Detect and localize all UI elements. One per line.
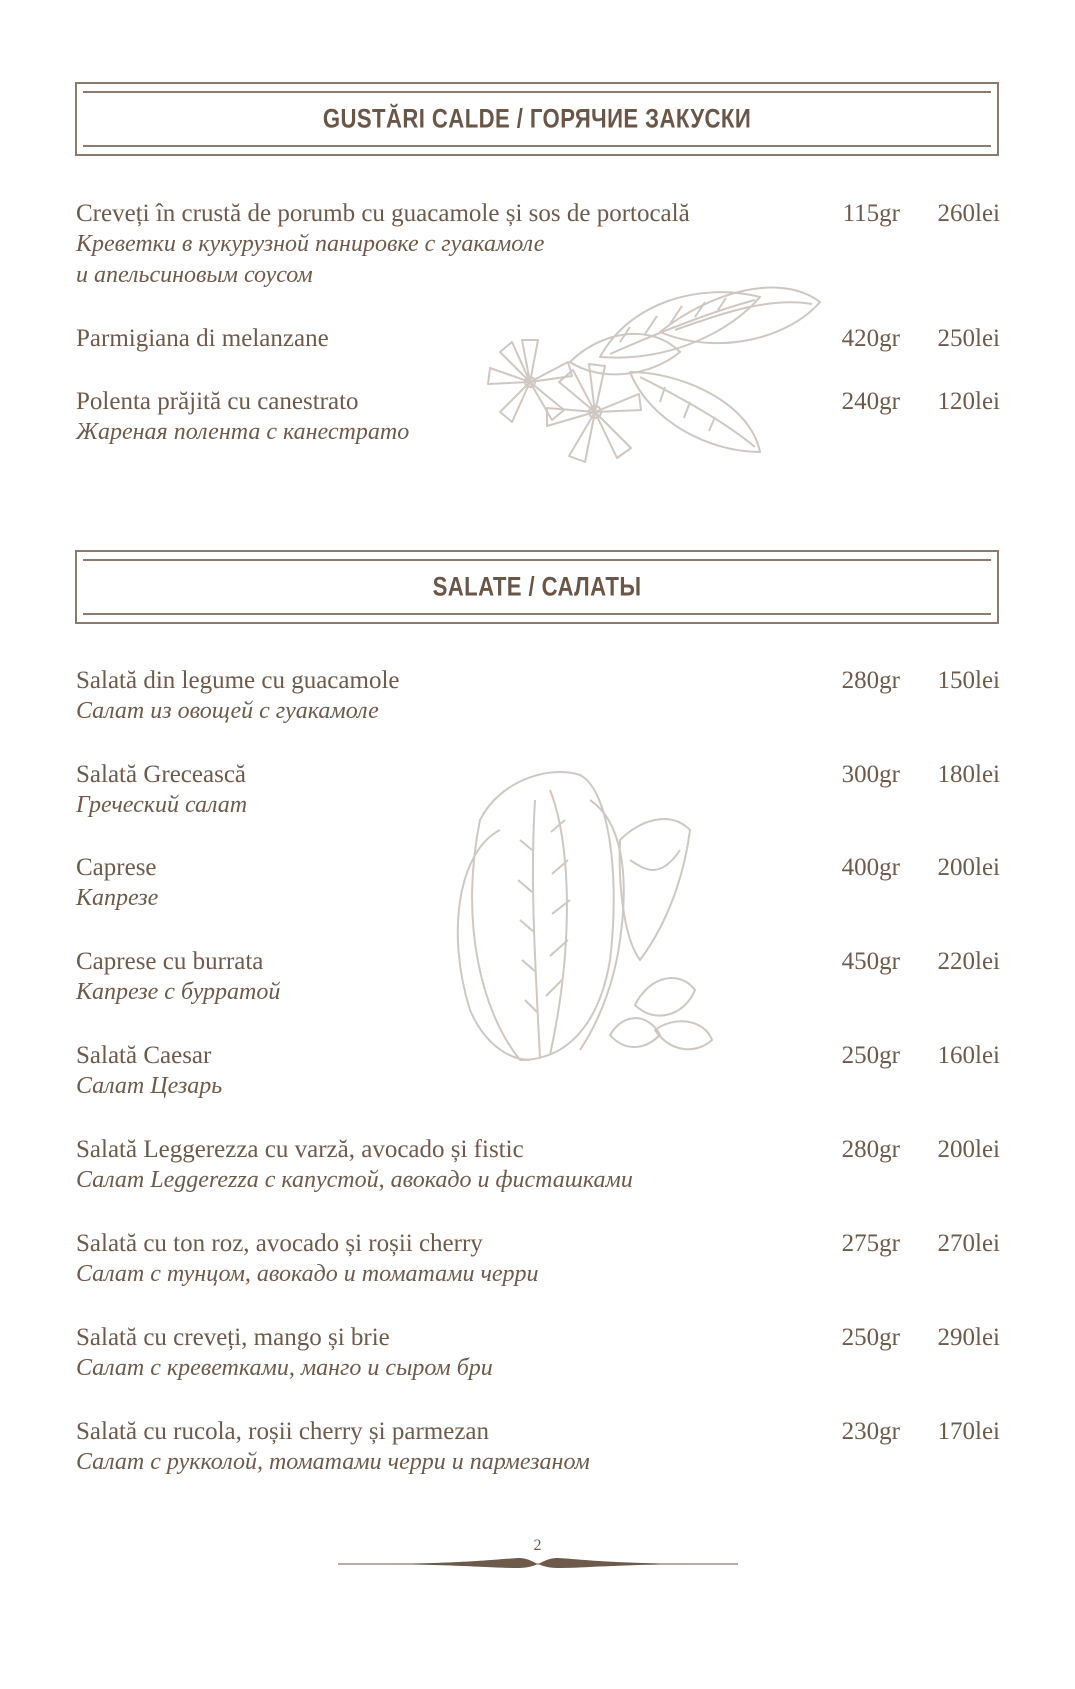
item-weight: 250gr (841, 1324, 900, 1351)
item-name: Salată din legume cu guacamole (76, 667, 400, 694)
item-description: Креветки в кукурузной панировке с гуакамоле (76, 231, 545, 257)
item-description: Салат с рукколой, томатами черри и пармезаном (76, 1449, 590, 1475)
item-description: Греческий салат (76, 792, 248, 818)
item-weight: 115gr (842, 200, 900, 227)
menu-item (76, 1228, 1000, 1290)
section-header (75, 82, 999, 156)
menu-item (76, 946, 1000, 1008)
item-weight: 230gr (841, 1418, 900, 1445)
item-price: 250lei (937, 325, 1000, 352)
item-name: Caprese cu burrata (76, 948, 264, 975)
item-weight: 275gr (841, 1230, 900, 1257)
item-price: 290lei (937, 1324, 1000, 1351)
item-description: Капрезе с бурратой (76, 979, 281, 1005)
menu-item (76, 1134, 1000, 1196)
item-description: Салат с тунцом, авокадо и томатами черри (76, 1261, 539, 1287)
menu-item (76, 759, 1000, 821)
item-name: Salată Leggerezza cu varză, avocado și fistic (76, 1136, 524, 1163)
header-rule-top (83, 559, 991, 561)
header-rule-bottom (83, 145, 991, 147)
section-title: SALATE / САЛАТЫ (432, 571, 642, 602)
section-title: GUSTĂRI CALDE / ГОРЯЧИЕ ЗАКУСКИ (322, 103, 752, 134)
menu-item (76, 1322, 1000, 1384)
item-name: Salată cu creveți, mango și brie (76, 1324, 390, 1351)
item-name: Caprese (76, 854, 157, 881)
item-weight: 450gr (841, 948, 900, 975)
header-rule-bottom (83, 613, 991, 615)
item-price: 180lei (937, 761, 1000, 788)
item-price: 220lei (937, 948, 1000, 975)
item-description: Салат Цезарь (76, 1073, 223, 1099)
item-name: Salată Grecească (76, 761, 247, 788)
menu-item (76, 386, 1000, 448)
item-weight: 240gr (841, 388, 900, 415)
item-price: 200lei (937, 1136, 1000, 1163)
item-name: Parmigiana di melanzane (76, 325, 329, 352)
item-name: Polenta prăjită cu canestrato (76, 388, 359, 415)
item-price: 200lei (937, 854, 1000, 881)
menu-item (76, 1040, 1000, 1102)
basil-star-anise-illustration (460, 262, 840, 502)
section-header (75, 550, 999, 624)
menu-item (76, 323, 1000, 354)
item-description: Салат Leggerezza с капустой, авокадо и фисташками (76, 1167, 633, 1193)
item-name: Salată cu ton roz, avocado și roșii cherry (76, 1230, 483, 1257)
page-number: 2 (533, 1537, 542, 1554)
item-description: и апельсиновым соусом (76, 262, 313, 288)
item-name: Salată Caesar (76, 1042, 212, 1069)
item-weight: 280gr (841, 1136, 900, 1163)
item-name: Creveți în crustă de porumb cu guacamole și sos de portocală (76, 200, 690, 227)
item-price: 150lei (937, 667, 1000, 694)
item-price: 170lei (937, 1418, 1000, 1445)
item-name: Salată cu rucola, roșii cherry și parmezan (76, 1418, 490, 1445)
menu-item (76, 852, 1000, 914)
item-description: Салат с креветками, манго и сыром бри (76, 1355, 493, 1381)
item-weight: 250gr (841, 1042, 900, 1069)
item-weight: 300gr (841, 761, 900, 788)
item-weight: 400gr (841, 854, 900, 881)
menu-item (76, 1416, 1000, 1478)
item-description: Салат из овощей с гуакамоле (76, 698, 379, 724)
item-price: 120lei (937, 388, 1000, 415)
menu-item (76, 198, 1000, 291)
item-price: 270lei (937, 1230, 1000, 1257)
item-description: Жареная полента с канестрато (76, 419, 410, 445)
item-weight: 420gr (841, 325, 900, 352)
menu-item (76, 665, 1000, 727)
item-description: Капрезе (76, 885, 159, 911)
header-rule-top (83, 91, 991, 93)
item-price: 260lei (937, 200, 1000, 227)
item-weight: 280gr (841, 667, 900, 694)
item-price: 160lei (937, 1042, 1000, 1069)
